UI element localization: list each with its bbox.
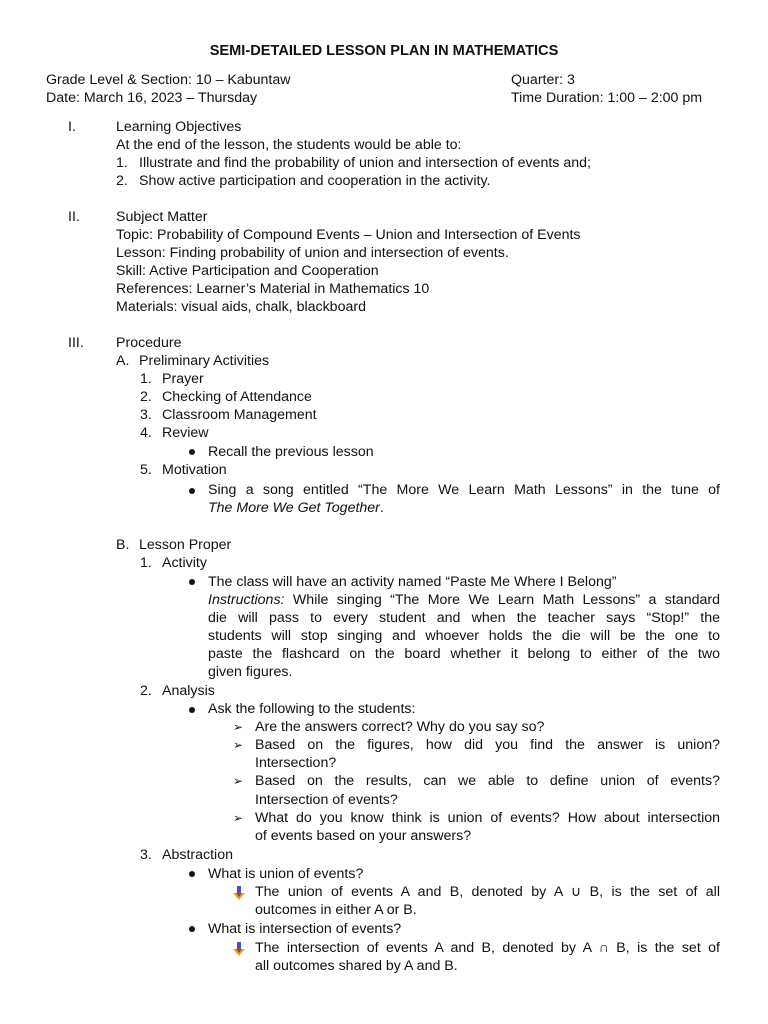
list-number: 5. <box>140 462 152 478</box>
instructions-line: given figures. <box>208 664 293 680</box>
part-b-heading: Lesson Proper <box>139 537 232 553</box>
instructions-label: Instructions: <box>208 592 285 608</box>
prelim-item: Review <box>162 425 209 441</box>
analysis-bullet: Ask the following to the students: <box>208 701 416 717</box>
abstraction-answer: The intersection of events A and B, denoted by A ∩ B, is the set of <box>255 940 720 956</box>
list-number: 3. <box>140 847 152 863</box>
list-number: 2. <box>140 389 152 405</box>
section-1-numeral: I. <box>68 119 76 135</box>
objective-number: 1. <box>116 155 128 171</box>
analysis-label: Analysis <box>162 683 215 699</box>
prelim-item: Motivation <box>162 462 227 478</box>
abstraction-label: Abstraction <box>162 847 233 863</box>
activity-label: Activity <box>162 555 207 571</box>
subject-skill: Skill: Active Participation and Cooperation <box>116 263 379 279</box>
section-2-numeral: II. <box>68 209 80 225</box>
subject-topic: Topic: Probability of Compound Events – Union and Intersection of Events <box>116 227 581 243</box>
motivation-line: Sing a song entitled “The More We Learn Math Lessons” in the tune of <box>208 482 720 498</box>
subject-lesson: Lesson: Finding probability of union and intersection of events. <box>116 245 509 261</box>
part-a-letter: A. <box>116 353 130 369</box>
instructions-line: paste the flashcard on the board whether it belong to either of the two <box>208 646 720 662</box>
part-a-heading: Preliminary Activities <box>139 353 270 369</box>
analysis-question: Based on the figures, how did you find the answer is union? <box>255 737 720 753</box>
list-number: 1. <box>140 555 152 571</box>
arrow-bullet-icon: ➢ <box>233 738 244 752</box>
instructions-line <box>208 591 720 609</box>
period: . <box>379 500 384 516</box>
abstraction-answer: The union of events A and B, denoted by A ∪ B, is the set of all <box>255 884 720 900</box>
section-3-numeral: III. <box>68 335 84 351</box>
subject-materials: Materials: visual aids, chalk, blackboard <box>116 299 366 315</box>
abstraction-question: What is union of events? <box>208 866 364 882</box>
objectives-intro: At the end of the lesson, the students would be able to: <box>116 137 462 153</box>
list-number: 4. <box>140 425 152 441</box>
arrow-bullet-icon: ➢ <box>233 720 244 734</box>
bullet-icon <box>189 488 195 494</box>
bullet-icon <box>189 707 195 713</box>
bullet-icon <box>189 449 195 455</box>
instructions-line: die will pass to every student and when the teacher says “Stop!” the <box>208 610 720 626</box>
prelim-item: Classroom Management <box>162 407 317 423</box>
quarter: Quarter: 3 <box>511 72 575 88</box>
list-number: 2. <box>140 683 152 699</box>
objective-text: Illustrate and find the probability of union and intersection of events and; <box>139 155 591 171</box>
bullet-icon <box>189 871 195 877</box>
part-b-letter: B. <box>116 537 130 553</box>
abstraction-answer-cont: outcomes in either A or B. <box>255 902 417 918</box>
analysis-question-cont: Intersection? <box>255 755 337 771</box>
abstraction-answer-cont: all outcomes shared by A and B. <box>255 958 458 974</box>
grade-section: Grade Level & Section: 10 – Kabuntaw <box>46 72 291 88</box>
document-title: SEMI-DETAILED LESSON PLAN IN MATHEMATICS <box>209 43 559 59</box>
list-number: 3. <box>140 407 152 423</box>
down-arrow-bullet-icon <box>232 885 246 901</box>
song-title: The More We Get Together <box>208 500 380 516</box>
prelim-item: Prayer <box>162 371 204 387</box>
bullet-icon <box>189 926 195 932</box>
objective-text: Show active participation and cooperation in the activity. <box>139 173 491 189</box>
bullet-icon <box>189 579 195 585</box>
arrow-bullet-icon: ➢ <box>233 774 244 788</box>
analysis-question: Are the answers correct? Why do you say so? <box>255 719 545 735</box>
objective-number: 2. <box>116 173 128 189</box>
section-3-heading: Procedure <box>116 335 182 351</box>
down-arrow-bullet-icon <box>232 941 246 957</box>
section-1-heading: Learning Objectives <box>116 119 242 135</box>
arrow-bullet-icon: ➢ <box>233 811 244 825</box>
analysis-question: Based on the results, can we able to define union of events? <box>255 773 720 789</box>
prelim-item: Checking of Attendance <box>162 389 312 405</box>
analysis-question-cont: Intersection of events? <box>255 792 398 808</box>
instructions-text: While singing “The More We Learn Math Lessons” a standard <box>292 592 720 608</box>
subject-references: References: Learner’s Material in Mathematics 10 <box>116 281 430 297</box>
list-number: 1. <box>140 371 152 387</box>
instructions-line: students will stop singing and whoever holds the die will be the one to <box>208 628 720 644</box>
time-duration: Time Duration: 1:00 – 2:00 pm <box>511 90 703 106</box>
section-2-heading: Subject Matter <box>116 209 208 225</box>
analysis-question: What do you know think is union of events? How about intersection <box>255 810 720 826</box>
analysis-question-cont: of events based on your answers? <box>255 828 472 844</box>
lesson-date: Date: March 16, 2023 – Thursday <box>46 90 258 106</box>
activity-bullet: The class will have an activity named “Paste Me Where I Belong” <box>208 574 617 590</box>
abstraction-question: What is intersection of events? <box>208 921 402 937</box>
review-bullet: Recall the previous lesson <box>208 444 374 460</box>
motivation-line <box>208 499 384 517</box>
